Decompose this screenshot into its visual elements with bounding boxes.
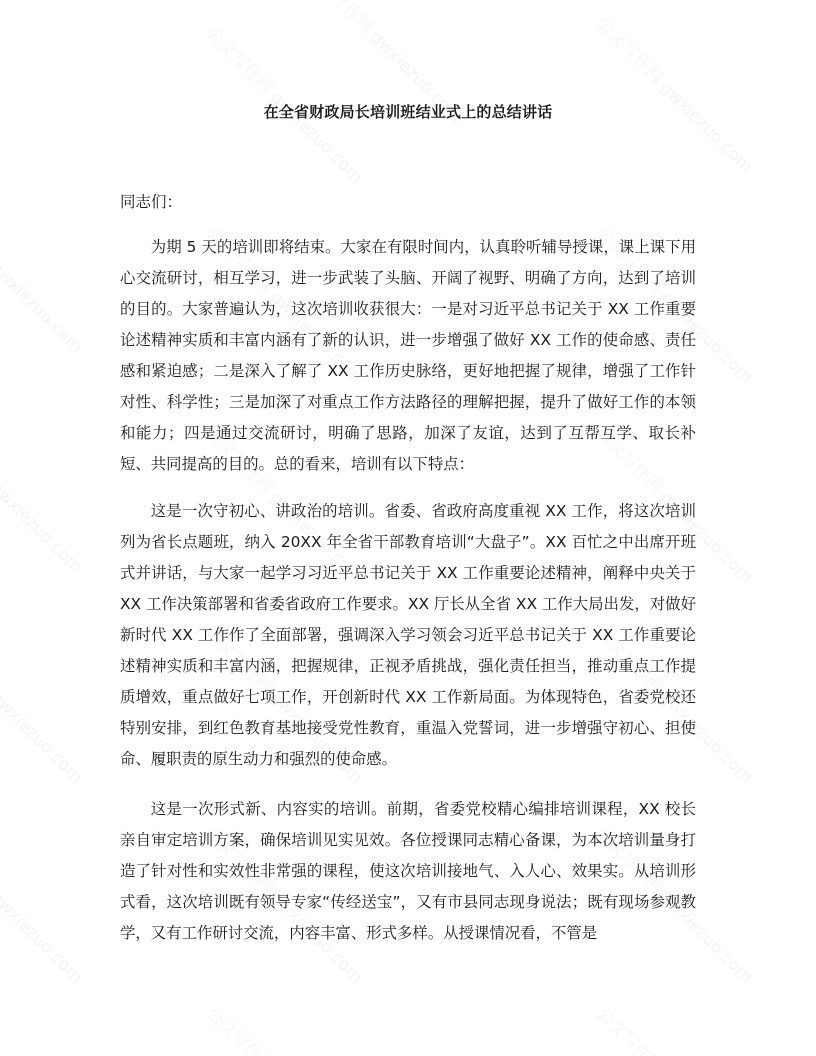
watermark-text <box>0 820 90 987</box>
document-title: 在全省财政局长培训班结业式上的总结讲话 <box>263 103 553 121</box>
paragraph-3: 这是一次形式新、内容实的培训。前期，省委党校精心编排培训课程，XX 校长亲自审定培训方案，确保培训见实见效。各位授课同志精心备课，为本次培训量身打造了针对性和实效性非常强的课程，使这次培训接地气、入人心、效果实。从培训形式看，这次培训既有领导专家“传经送宝”，又有市县同志现身说法；既有现场参观教学，又有工作研讨交流，内容丰富、形式多样。从授课情况看，不管是 <box>120 800 696 942</box>
salutation: 同志们： <box>120 193 183 211</box>
watermark-text <box>0 1000 90 1056</box>
watermark-text <box>592 10 759 177</box>
watermark-text <box>0 620 90 787</box>
watermark-text <box>202 1000 369 1056</box>
watermark-text <box>0 410 90 577</box>
paragraph-2: 这是一次守初心、讲政治的培训。省委、省政府高度重视 XX 工作，将这次培训列为省长点题班，纳入 20XX 年全省干部教育培训“大盘子”。XX 百忙之中出席开班式并讲话，与大家一起学习习近平总书记关于 XX 工作重要论述精神，阐释中央关于 XX 工作决策部署和省委省政府工作要求。XX 厅长从全省 XX 工作大局出发，对做好新时代 XX 工作作了全面部署，强调深入学习领会习近平总书记关于 XX 工作重要论述精神实质和丰富内涵，把握规律，正视矛盾挑战，强化责任担当，推动重点工作提质增效，重点做好七项工作，开创新时代 XX 工作新局面。为体现特色，省委党校还特别安排，到红色教育基地接受党性教育，重温入党誓词，进一步增强守初心、担使命、履职责的原生动力和强烈的使命感。 <box>120 502 696 768</box>
watermark-text <box>0 190 90 357</box>
watermark-text <box>592 1000 759 1056</box>
paragraph-1: 为期 5 天的培训即将结束。大家在有限时间内，认真聆听辅导授课，课上课下用心交流研讨，相互学习，进一步武装了头脑、开阔了视野、明确了方向，达到了培训的目的。大家普遍认为，这次培训收获很大：一是对习近平总书记关于 XX 工作重要论述精神实质和丰富内涵有了新的认识，进一步增强了做好 XX 工作的使命感、责任感和紧迫感；二是深入了解了 XX 工作历史脉络，更好地把握了规律，增强了工作针对性、科学性；三是加深了对重点工作方法路径的理解把握，提升了做好工作的本领和能力；四是通过交流研讨，明确了思路，加深了友谊，达到了互帮互学、取长补短、共同提高的目的。总的看来，培训有以下特点： <box>120 238 696 473</box>
